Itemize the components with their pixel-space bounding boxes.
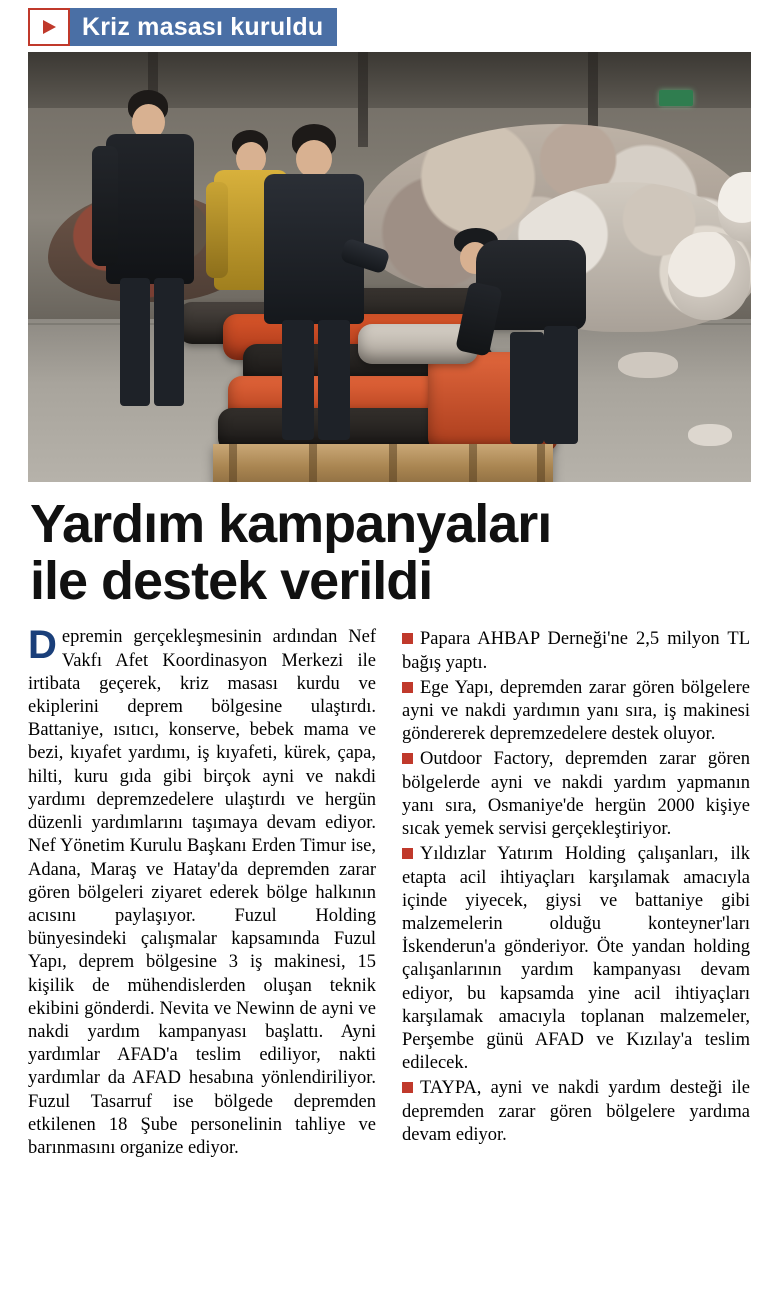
- drop-cap: D: [28, 623, 57, 668]
- bullet-text: Yıldızlar Yatırım Holding çalışanları, ilk etapta acil ihtiyaçları karşılamak amacıyla içinde yiyecek, giysi ve battaniye gibi malzemelerin olduğu konteyner'ları İskenderun'a gönderiyor. Öte yandan holding çalışanlarının yardım kampanyası devam ediyor, bu kapsamda yine acil ihtiyaçları karşılamak amacıyla toplanan malzemeler, Perşembe günü AFAD ve Kızılay'a teslim edilecek.: [402, 844, 750, 1074]
- square-bullet-icon: [402, 848, 413, 859]
- kicker-label: Kriz masası kuruldu: [70, 8, 337, 46]
- floor-debris: [618, 352, 678, 378]
- page-title: [30, 496, 751, 610]
- headline-line-1: Yardım kampanyaları: [30, 494, 552, 554]
- paragraph-text: epremin gerçekleşmesinin ardından Nef Vakfı Afet Koordinasyon Merkezi ile irtibata geçerek, kriz masası kurdu ve ekiplerini deprem bölgesine ulaştırdı. Battaniye, ısıtıcı, konserve, bebek mama ve bezi, kıyafet yardımı, iş kıyafeti, kürek, çapa, hilti, kuru gıda gibi birçok ayni ve nakdi yardımı depremzedelere ulaştırdı ve hergün düzenli yardımlarını taşımaya devam ediyor. Nef Yönetim Kurulu Başkanı Erden Timur ise, Adana, Maraş ve Hatay'da depremden zarar gören bölgeleri ziyaret ederek bölge halkının acısını paylaşıyor. Fuzul Holding bünyesindeki çalışmalar kapsamında Fuzul Yapı, deprem bölgesine 3 iş makinesi, 15 kişilik de mühendislerden oluşan teknik ekibini gönderdi. Nevita ve Newinn de ayni ve nakdi yardım kampanyası başlattı. Ayni yardımlar AFAD'a teslim ediliyor, nakti yardımlar da AFAD hesabına yönlendiriliyor. Fuzul Tasarruf ise bölgede depremden etkilenen 18 Şube personelinin tahliye ve barınmasını organize ediyor.: [28, 627, 376, 1158]
- headline-line-2: ile destek verildi: [30, 551, 433, 612]
- bullet-text: Outdoor Factory, depremden zarar gören bölgelerde ayni ve nakdi yardım yapmanın yanı sıra, Osmaniye'de hergün 2000 kişiye sıcak yemek servisi gerçekleştiriyor.: [402, 749, 750, 840]
- square-bullet-icon: [402, 1082, 413, 1093]
- article-photo: [28, 52, 751, 482]
- donation-bags: [668, 232, 750, 320]
- bullet-item: [402, 748, 750, 841]
- square-bullet-icon: [402, 633, 413, 644]
- volunteer-person: [448, 222, 598, 442]
- volunteer-person: [90, 90, 210, 420]
- bullet-item: [402, 628, 750, 674]
- kicker-filler: [337, 8, 751, 46]
- left-column: [28, 623, 376, 1160]
- kicker-banner: [28, 8, 751, 46]
- square-bullet-icon: [402, 682, 413, 693]
- square-bullet-icon: [402, 753, 413, 764]
- bullet-item: [402, 1077, 750, 1147]
- bullet-text: Ege Yapı, depremden zarar gören bölgelere ayni ve nakdi yardımın yanı sıra, iş makinesi göndererek depremzedelere destek oluyor.: [402, 677, 750, 745]
- triangle-right-icon: [28, 8, 70, 46]
- paragraph: [28, 623, 376, 1160]
- wooden-pallet: [213, 444, 553, 482]
- bullet-text: TAYPA, ayni ve nakdi yardım desteği ile depremden zarar gören bölgelere yardıma devam ediyor.: [402, 1078, 750, 1145]
- bullet-item: [402, 677, 750, 747]
- volunteer-person: [246, 124, 386, 424]
- article-body: [28, 623, 751, 1160]
- exit-sign-icon: [659, 90, 693, 106]
- right-column: [402, 626, 750, 1160]
- bullet-item: [402, 843, 750, 1075]
- floor-debris: [688, 424, 732, 446]
- newspaper-page: [0, 8, 779, 1293]
- photo-scene: [28, 52, 751, 482]
- bullet-text: Papara AHBAP Derneği'ne 2,5 milyon TL bağış yaptı.: [402, 629, 750, 673]
